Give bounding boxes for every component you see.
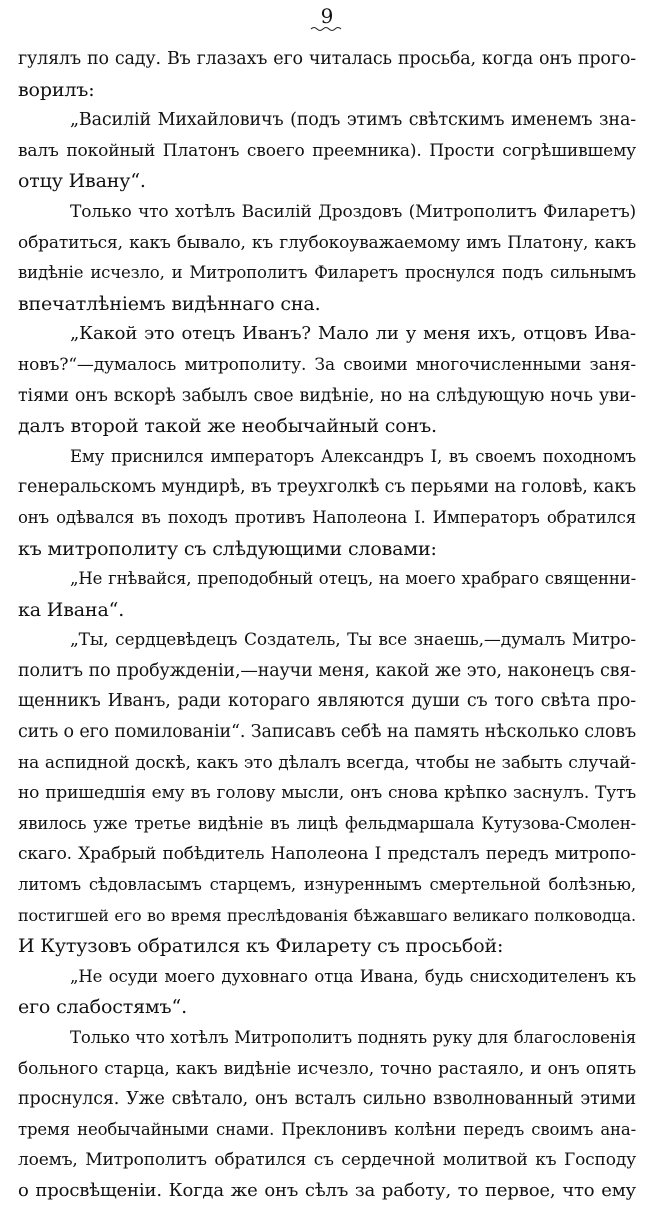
text-line: впечатлѣніемъ видѣннаго сна. xyxy=(18,292,321,315)
text-line: но пришедшія ему въ голову мысли, онъ снова крѣпко заснулъ. Тутъ xyxy=(18,783,636,804)
text-line: Ему приснился императоръ Александръ I, въ своемъ походномъ xyxy=(70,446,636,466)
text-line: постигшей его во время преслѣдованія бѣжавшаго великаго полководца. xyxy=(18,905,636,925)
text-line: И Кутузовъ обратился къ Филарету съ просьбой: xyxy=(18,935,504,958)
text-line: проснулся. Уже свѣтало, онъ всталъ сильно взволнованный этими xyxy=(18,1089,636,1110)
body-text xyxy=(18,44,636,1207)
text-line: видѣніе исчезло, и Митрополитъ Филаретъ проснулся подъ сильнымъ xyxy=(18,263,636,283)
text-line: тремя необычайными снами. Преклонивъ колѣни передъ своимъ ана- xyxy=(18,1119,636,1139)
text-line: „Не осуди моего духовнаго отца Ивана, будь снисходителенъ къ xyxy=(70,966,636,986)
text-line: тіями онъ вскорѣ забылъ свое видѣніе, но на слѣдующую ночь уви- xyxy=(18,385,636,406)
text-line: явилось уже третье видѣніе въ лицѣ фельдмаршала Кутузова-Смолен- xyxy=(18,813,636,833)
text-line: обратиться, какъ бывало, къ глубокоуважаемому имъ Платону, какъ xyxy=(18,232,636,253)
text-line: новъ?“—думалось митрополиту. За своими многочисленными заня- xyxy=(18,354,636,375)
text-line: валъ покойный Платонъ своего преемника). Прости согрѣшившему xyxy=(18,140,636,161)
page-number: 9 xyxy=(320,4,334,28)
text-line: литомъ сѣдовласымъ старцемъ, изнуреннымъ смертельной болѣзнью, xyxy=(18,875,636,895)
text-line: „Василій Михайловичъ (подъ этимъ свѣтскимъ именемъ зна- xyxy=(70,110,636,131)
text-line: сить о его помилованіи“. Записавъ себѣ на память нѣсколько словъ xyxy=(18,722,636,743)
text-line: гулялъ по саду. Въ глазахъ его читалась просьба, когда онъ прого- xyxy=(18,49,636,69)
text-line: отцу Ивану“. xyxy=(18,170,146,193)
text-line: Только что хотѣлъ Василій Дроздовъ (Митрополитъ Филаретъ) xyxy=(70,201,636,222)
text-line: далъ второй такой же необычайный сонъ. xyxy=(18,415,437,438)
text-line: „Какой это отецъ Иванъ? Мало ли у меня ихъ, отцовъ Ива- xyxy=(70,323,636,345)
text-line: щенникъ Иванъ, ради котораго являются души съ того свѣта про- xyxy=(18,691,636,712)
text-line: Только что хотѣлъ Митрополитъ поднять руку для благословенія xyxy=(70,1028,636,1047)
text-line: „Не гнѣвайся, преподобный отецъ, на моего храбраго священни- xyxy=(70,569,636,589)
text-line: ворилъ: xyxy=(18,78,95,101)
page-header xyxy=(18,4,636,32)
text-line: скаго. Храбрый побѣдитель Наполеона I предсталъ передъ митропо- xyxy=(18,844,636,865)
text-line: къ митрополиту съ слѣдующими словами: xyxy=(18,537,437,560)
text-line: генеральскомъ мундирѣ, въ треухголкѣ съ перьями на головѣ, какъ xyxy=(18,477,636,498)
text-line: „Ты, сердцевѣдецъ Создатель, Ты все знаешь,—думалъ Митро- xyxy=(70,630,636,651)
text-line: о просвѣщеніи. Когда же онъ сѣлъ за работу, то первое, что ему xyxy=(18,1179,636,1201)
text-line: политъ по пробужденіи,—научи меня, какой же это, наконецъ свя- xyxy=(18,660,636,681)
text-line: больного старца, какъ видѣніе исчезло, точно растаяло, и онъ опять xyxy=(18,1058,636,1079)
text-line: лоемъ, Митрополитъ обратился съ сердечной молитвой къ Господу xyxy=(18,1150,636,1171)
text-line: его слабостямъ“. xyxy=(18,996,187,1019)
text-line: онъ одѣвался въ походъ противъ Наполеона I. Императоръ обратился xyxy=(18,507,636,527)
text-line: ка Ивана“. xyxy=(18,598,125,621)
text-line: на аспидной доскѣ, какъ это дѣлалъ всегда, чтобы не забыть случай- xyxy=(18,752,636,773)
book-page xyxy=(18,0,636,1201)
